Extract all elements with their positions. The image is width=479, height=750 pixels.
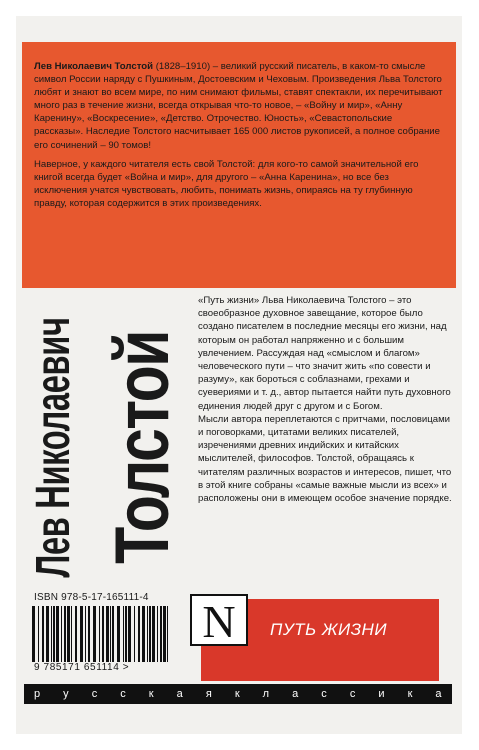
isbn-label: ISBN 978-5-17-165111-4 xyxy=(34,592,149,603)
barcode-bar xyxy=(71,606,72,662)
barcode-bar xyxy=(128,606,131,662)
barcode xyxy=(30,606,174,662)
bio-text-1: (1828–1910) – великий русский писатель, в каком-то смысле символ России наряду с Пушкиным, Достоевским и Чеховым. Произведения Льва Толстого любят и знают во всем мире, по ним снимают фильмы, ставят спектакли, их перечитывают много раз в течение жизни, всегда открывая что-то новое, – «Войну и мир», «Анну Каренину», «Воскресение», «Детство. Отрочество. Юность», «Севастопольские рассказы». Наследие Толстого насчитывает 165 000 листов рукописей, а полное собрание его сочинений – 90 томов! xyxy=(34,61,443,151)
barcode-bar xyxy=(152,606,155,662)
barcode-bar xyxy=(93,606,96,662)
barcode-bar xyxy=(149,606,151,662)
logo-letter: N xyxy=(202,596,236,646)
barcode-bar xyxy=(112,606,114,662)
spine-name-text: Лев Николаевич xyxy=(26,316,80,578)
barcode-bar xyxy=(117,606,120,662)
barcode-bar xyxy=(85,606,86,662)
barcode-bar xyxy=(56,606,59,662)
barcode-number: 9 785171 651114 > xyxy=(34,662,130,673)
barcode-bar xyxy=(67,606,70,662)
author-bio-block xyxy=(22,42,456,288)
barcode-bar xyxy=(157,606,158,662)
barcode-bar xyxy=(61,606,62,662)
series-letter: я xyxy=(205,688,213,700)
series-letter: с xyxy=(349,688,356,700)
spine-surname xyxy=(98,292,188,602)
barcode-bar xyxy=(167,606,168,662)
spine-name xyxy=(20,292,86,602)
series-letter: у xyxy=(63,688,69,700)
series-letter: к xyxy=(407,688,413,700)
barcode-bar xyxy=(53,606,55,662)
series-letter: р xyxy=(34,688,41,700)
barcode-bar xyxy=(106,606,109,662)
barcode-bar xyxy=(80,606,83,662)
series-letter: к xyxy=(234,688,240,700)
barcode-bar xyxy=(32,606,35,662)
barcode-bar xyxy=(99,606,100,662)
barcode-bar xyxy=(88,606,90,662)
series-band xyxy=(24,684,452,704)
series-letter: а xyxy=(176,688,184,700)
series-letter: с xyxy=(321,688,328,700)
series-letter: с xyxy=(120,688,127,700)
barcode-bar xyxy=(163,606,166,662)
barcode-bar xyxy=(160,606,162,662)
barcode-bar xyxy=(102,606,104,662)
barcode-bar xyxy=(134,606,135,662)
publisher-logo xyxy=(190,594,248,646)
series-letter: с xyxy=(91,688,98,700)
barcode-bar xyxy=(147,606,148,662)
description-paragraph-2: Мысли автора переплетаются с притчами, пословицами и поговорками, цитатами великих писателей, изречениями древних индийских и китайских мыслителей, философов. Толстой, обращаясь к читателям различных возрастов и интересов, пишет, что в этой книге собраны «самые важные мысли из всех» и расположены они в имеющем особое значение порядке. xyxy=(198,413,452,505)
bio-paragraph-2: Наверное, у каждого читателя есть свой Толстой: для кого-то самой значительной его книгой всегда будет «Война и мир», для другого – «Анна Каренина», но все без исключения учатся чувствовать, любить, понимать жизнь, опираясь на ту глубинную правду, которая содержится в этих произведениях. xyxy=(34,158,419,209)
barcode-bar xyxy=(64,606,66,662)
barcode-bar xyxy=(42,606,44,662)
barcode-bar xyxy=(142,606,145,662)
description-paragraph-1: «Путь жизни» Льва Николаевича Толстого – это своеобразное духовное завещание, которое было создано писателем в последние месяцы его жизни, над которым он работал напряженно и с большим увлечением. Рассуждая над «смыслом и благом» человеческого пути – что значит жить «по совести и разуму», как бороться с соблазнами, грехами и суевериями и т. д., автор пытается найти путь духовного единения людей друг с другом и с Богом. xyxy=(198,295,451,412)
barcode-bar xyxy=(123,606,124,662)
author-name-bold: Лев Николаевич Толстой xyxy=(34,61,154,72)
series-letter: л xyxy=(262,688,270,700)
book-title: ПУТЬ ЖИЗНИ xyxy=(270,620,387,639)
series-letter: и xyxy=(378,688,385,700)
barcode-bar xyxy=(110,606,111,662)
spine-surname-text: Толстой xyxy=(100,330,186,564)
book-description xyxy=(198,294,458,505)
barcode-bar xyxy=(125,606,127,662)
barcode-bar xyxy=(46,606,49,662)
barcode-bar xyxy=(38,606,39,662)
series-letter: а xyxy=(435,688,442,700)
barcode-bar xyxy=(138,606,140,662)
series-letter: а xyxy=(292,688,299,700)
barcode-bar xyxy=(51,606,52,662)
series-letter: к xyxy=(148,688,154,700)
barcode-bar xyxy=(75,606,77,662)
bio-paragraph-1 xyxy=(34,60,444,152)
